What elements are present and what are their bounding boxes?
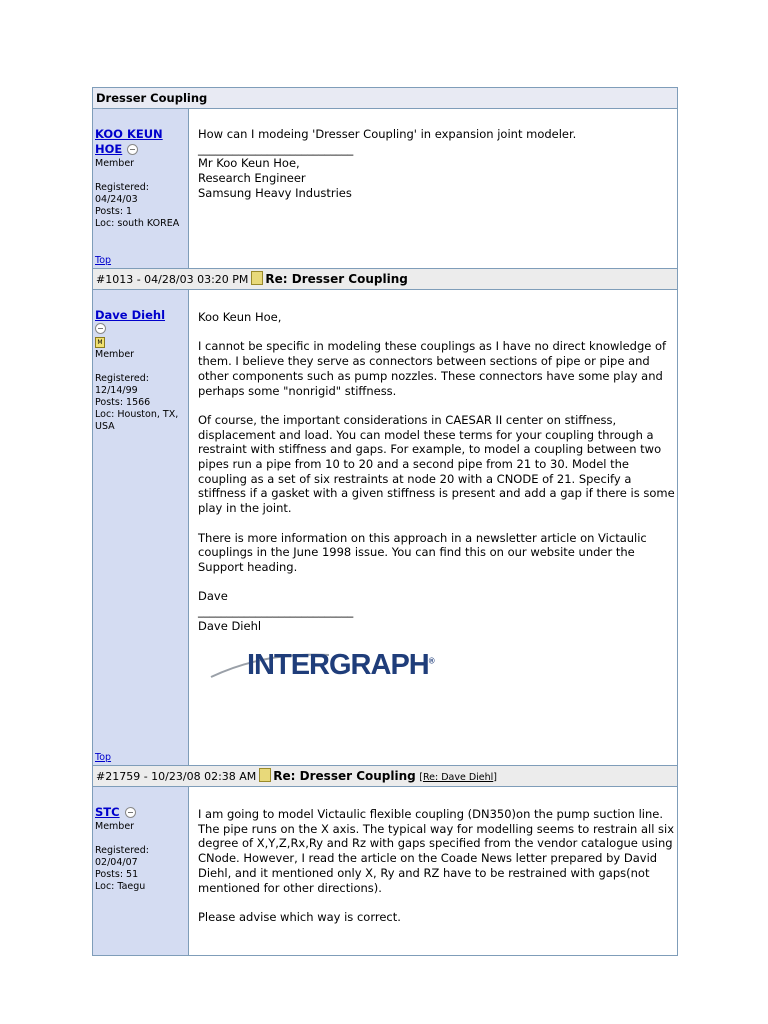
post-id-date: #1013 - 04/28/03 03:20 PM — [96, 273, 249, 286]
post-subject: Re: Dresser Coupling — [265, 272, 408, 286]
registered-date: Registered: 12/14/99 — [95, 373, 149, 396]
post-body: I am going to model Victaulic flexible coupling (DN350)on the pump suction line. The pipe runs on the X axis. The typical way for modelling seems to restrain all six degree of X,Y,Z,Rx,Ry and Rz with gaps specified from the vendor catalogue using CNode. However, I read the article on the Coade News letter prepared by David Diehl, and it mentioned only X, Ry and RZ have to be restrained with gaps(not mentioned for other directions). Please advise which way is correct. — [198, 807, 675, 924]
post-content — [189, 290, 677, 765]
reply-to-link[interactable]: Re: Dave Diehl — [422, 772, 494, 783]
author-link[interactable]: KOO KEUN HOE — [95, 127, 163, 156]
post-body: How can I modeing 'Dresser Coupling' in expansion joint modeler. ___________________________ Mr Koo Keun Hoe, Research Engineer Samsung Heavy Industries — [198, 127, 577, 200]
intergraph-logo — [209, 643, 434, 683]
post-count: Posts: 1 — [95, 206, 133, 217]
post-1 — [93, 109, 677, 268]
registered-date: Registered: 02/04/07 — [95, 845, 149, 868]
forum-thread — [92, 87, 678, 956]
post-count: Posts: 51 — [95, 869, 139, 880]
author-panel — [93, 109, 189, 268]
post-header: #21759 - 10/23/08 02:38 AM Re: Dresser Coupling [Re: Dave Diehl] — [93, 765, 677, 787]
location: Loc: Houston, TX, USA — [95, 409, 179, 432]
post-icon — [251, 271, 263, 285]
moderator-badge-icon: M — [95, 337, 105, 348]
author-link[interactable]: STC — [95, 805, 120, 819]
status-icon — [125, 807, 136, 818]
post-header — [93, 268, 677, 290]
location: Loc: south KOREA — [95, 218, 180, 229]
post-icon — [259, 768, 271, 782]
post-subject: Re: Dresser Coupling — [273, 769, 416, 783]
author-panel — [93, 290, 189, 765]
thread-title: Dresser Coupling — [93, 88, 677, 109]
status-icon — [95, 323, 106, 334]
author-link[interactable]: Dave Diehl — [95, 308, 166, 322]
logo-text: INTERGRAPH® — [247, 649, 434, 682]
post-count: Posts: 1566 — [95, 397, 151, 408]
registered-date: Registered: 04/24/03 — [95, 182, 149, 205]
status-icon — [127, 144, 138, 155]
top-link[interactable]: Top — [95, 752, 112, 763]
post-body: Koo Keun Hoe, I cannot be specific in modeling these couplings as I have no direct knowledge of them. I believe they serve as connectors between sections of pipe or pipe and other components such as pump nozzles. These connectors have some play and perhaps some "nonrigid" stiffness. Of course, the important considerations in CAESAR II center on stiffness, displacement and load. You can model these terms for your coupling through a restraint with stiffness and gaps. For example, to model a coupling between two pipes run a pipe from 10 to 20 and a second pipe from 21 to 30. Model the coupling as a set of six restraints at node 20 with a CNODE of 21. Specify a stiffness if a gasket with a given stiffness is present and add a gap if there is some play in the joint. There is more information on this approach in a newsletter article on Victaulic couplings in the June 1998 issue. You can find this on our website under the Support heading. Dave ___________________________ Dave Diehl — [198, 310, 675, 633]
author-role: Member — [95, 158, 135, 169]
author-role: Member — [95, 349, 135, 360]
top-link[interactable]: Top — [95, 255, 112, 266]
post-id-date: #21759 - 10/23/08 02:38 AM — [96, 770, 257, 783]
author-role: Member — [95, 821, 135, 832]
author-panel — [93, 787, 189, 955]
post-2 — [93, 290, 677, 765]
location: Loc: Taegu — [95, 881, 146, 892]
post-3 — [93, 787, 677, 955]
